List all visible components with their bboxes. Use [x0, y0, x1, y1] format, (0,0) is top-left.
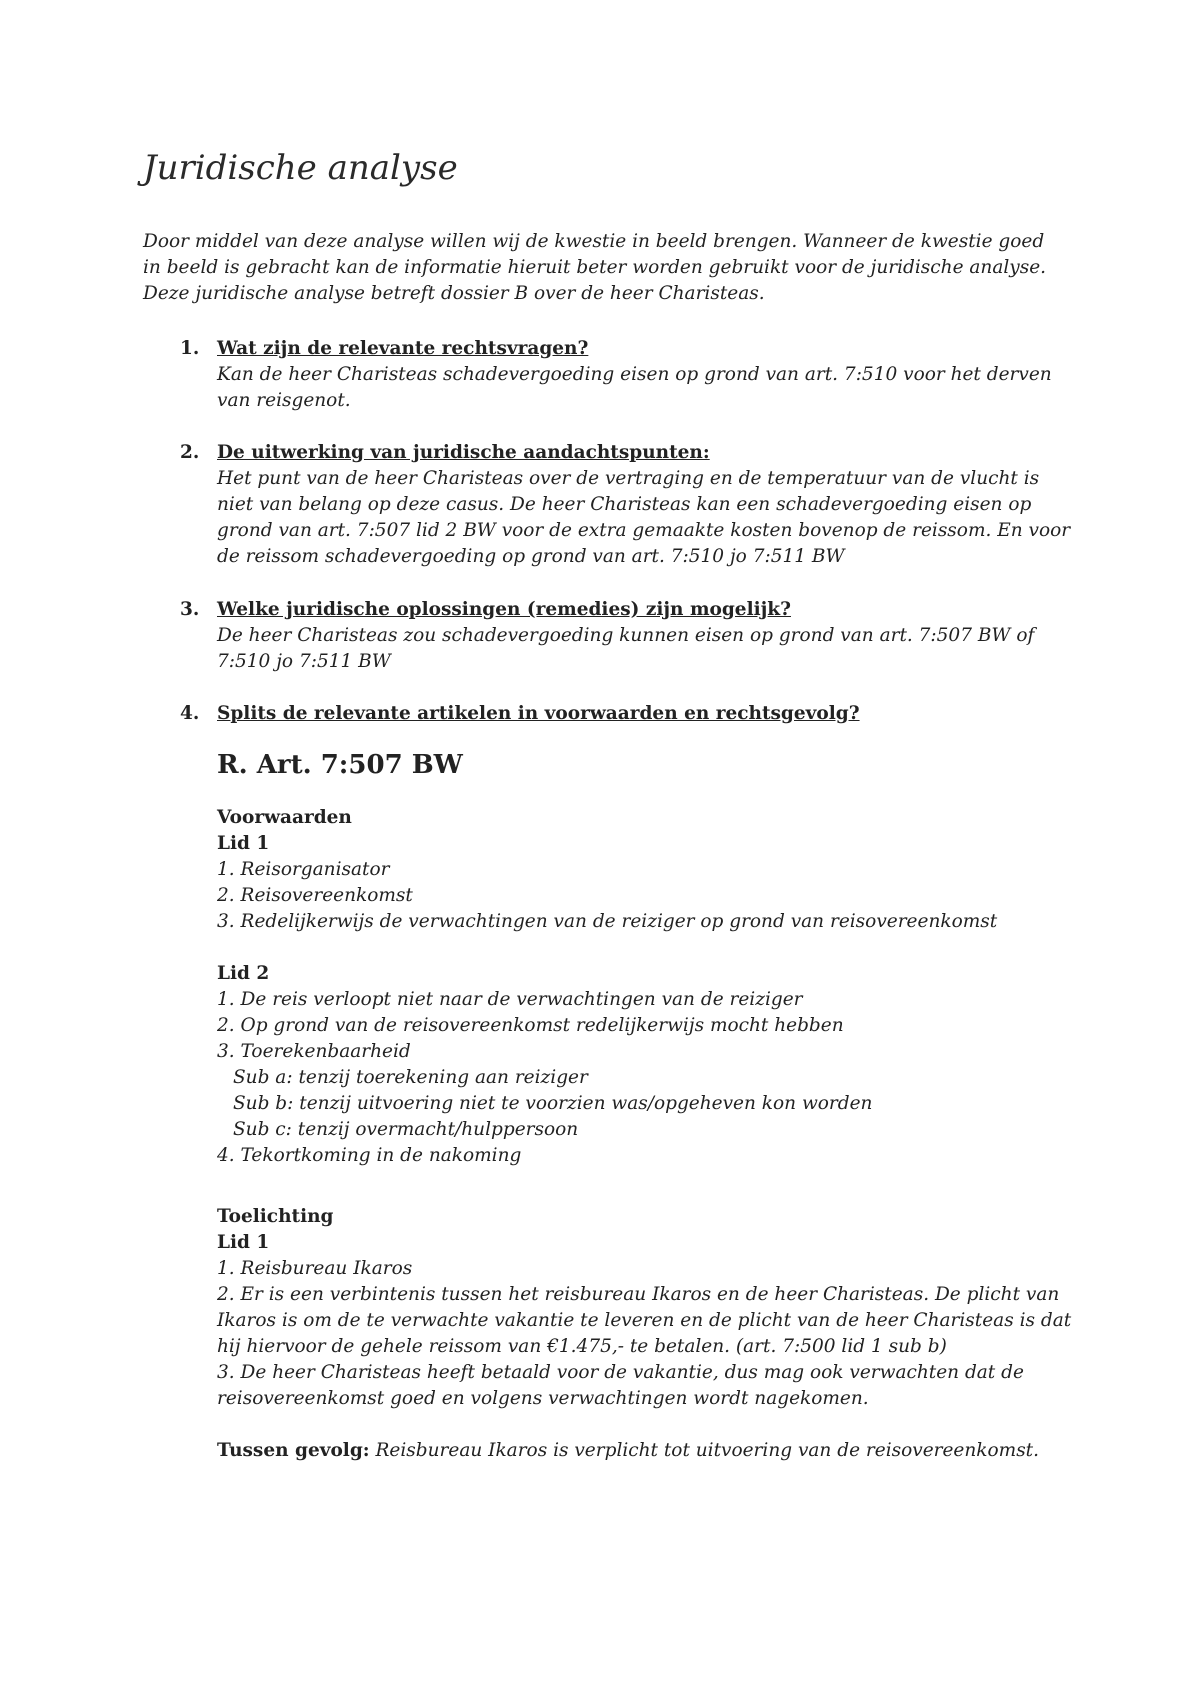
list-item: 2. Reisovereenkomst [217, 885, 413, 906]
list-item: 3. Redelijkerwijs de verwachtingen van de reiziger op grond van reisovereenkomst [217, 911, 998, 932]
question-heading: De uitwerking van juridische aandachtspunten: [217, 442, 710, 463]
tussengevolg-text: Reisbureau Ikaros is verplicht tot uitvoering van de reisovereenkomst. [375, 1440, 1039, 1461]
list-item: 1. Reisbureau Ikaros [217, 1258, 413, 1279]
toelichting-section [217, 1204, 1077, 1412]
list-item: 1. Reisorganisator [217, 859, 390, 880]
question-heading: Wat zijn de relevante rechtsvragen? [217, 338, 589, 359]
voorwaarden-section [217, 805, 1077, 935]
list-item: 3. De heer Charisteas heeft betaald voor de vakantie, dus mag ook verwachten dat de reisovereenkomst goed en volgens verwachtingen wordt nagekomen. [217, 1362, 1024, 1409]
question-number: 2. [180, 442, 200, 463]
lid1-heading: Lid 1 [217, 833, 270, 854]
list-item: 2. Er is een verbintenis tussen het reisbureau Ikaros en de heer Charisteas. De plicht van Ikaros is om de te verwachte vakantie te leveren en de plicht van de heer Charisteas is dat hij hiervoor de gehele reissom van €1.475,- te betalen. (art. 7:500 lid 1 sub b) [217, 1284, 1072, 1357]
list-item: 1. De reis verloopt niet naar de verwachtingen van de reiziger [217, 989, 803, 1010]
list-item: 2. Op grond van de reisovereenkomst redelijkerwijs mocht hebben [217, 1015, 844, 1036]
question-answer: Het punt van de heer Charisteas over de vertraging en de temperatuur van de vlucht is niet van belang op deze casus. De heer Charisteas kan een schadevergoeding eisen op grond van art. 7:507 lid 2 BW voor de extra gemaakte kosten bovenop de reissom. En voor de reissom schadevergoeding op grond van art. 7:510 jo 7:511 BW [217, 468, 1071, 567]
page-title: Juridische analyse [143, 148, 458, 188]
lid1-heading: Lid 1 [217, 1232, 270, 1253]
question-answer: Kan de heer Charisteas schadevergoeding eisen op grond van art. 7:510 voor het derven van reisgenot. [217, 364, 1052, 411]
question-number: 4. [180, 703, 200, 724]
question-heading: Welke juridische oplossingen (remedies) zijn mogelijk? [217, 599, 791, 620]
question-number: 3. [180, 599, 200, 620]
article-title: R. Art. 7:507 BW [217, 750, 463, 780]
list-item: 4. Tekortkoming in de nakoming [217, 1145, 522, 1166]
sub-item: Sub b: tenzij uitvoering niet te voorzien was/opgeheven kon worden [233, 1093, 873, 1114]
voorwaarden-heading: Voorwaarden [217, 807, 352, 828]
toelichting-heading: Toelichting [217, 1206, 334, 1227]
question-answer: De heer Charisteas zou schadevergoeding kunnen eisen op grond van art. 7:507 BW of 7:510 jo 7:511 BW [217, 625, 1035, 672]
tussengevolg-label: Tussen gevolg: [217, 1440, 370, 1461]
sub-item: Sub c: tenzij overmacht/hulppersoon [233, 1119, 579, 1140]
intro-paragraph: Door middel van deze analyse willen wij de kwestie in beeld brengen. Wanneer de kwestie goed in beeld is gebracht kan de informatie hieruit beter worden gebruikt voor de juridische analyse. Deze juridische analyse betreft dossier B over de heer Charisteas. [143, 231, 1047, 304]
tussengevolg [217, 1438, 1097, 1464]
lid2-heading: Lid 2 [217, 963, 270, 984]
sub-item: Sub a: tenzij toerekening aan reiziger [233, 1067, 588, 1088]
question-number: 1. [180, 338, 200, 359]
list-item: 3. Toerekenbaarheid [217, 1041, 411, 1062]
voorwaarden-lid2-section [217, 961, 1077, 1169]
question-heading: Splits de relevante artikelen in voorwaarden en rechtsgevolg? [217, 703, 860, 724]
